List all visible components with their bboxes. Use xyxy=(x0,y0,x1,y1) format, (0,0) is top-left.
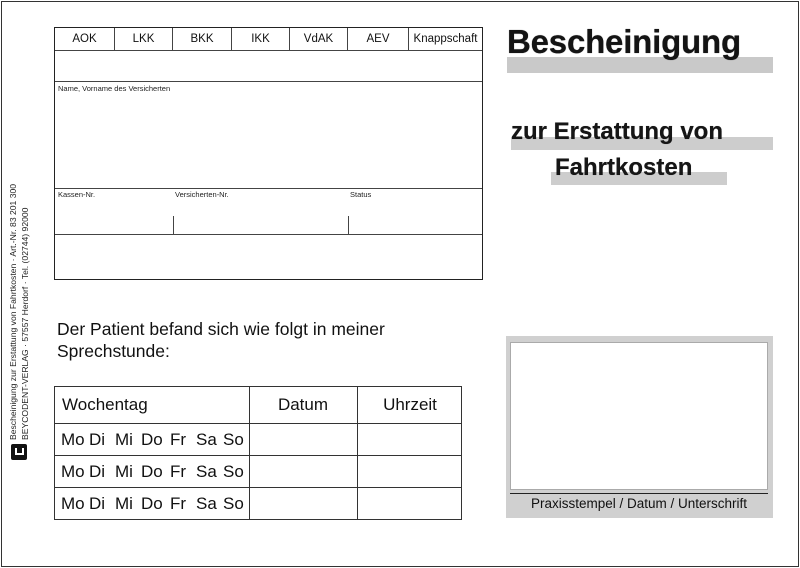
fund-aev[interactable]: AEV xyxy=(348,28,409,50)
day-sa[interactable]: Sa xyxy=(196,494,217,513)
visit-table xyxy=(54,386,462,520)
weekday-row-3 xyxy=(61,488,246,520)
day-di[interactable]: Di xyxy=(89,494,106,513)
day-fr[interactable]: Fr xyxy=(170,430,187,449)
day-do[interactable]: Do xyxy=(141,430,163,449)
day-mi[interactable]: Mi xyxy=(115,430,133,449)
patient-statement: Der Patient befand sich wie folgt in meiner Sprechstunde: xyxy=(57,319,385,361)
day-sa[interactable]: Sa xyxy=(196,430,217,449)
name-label: Name, Vorname des Versicherten xyxy=(58,84,171,93)
header-uhrzeit: Uhrzeit xyxy=(383,395,437,414)
day-mi[interactable]: Mi xyxy=(115,462,133,481)
day-fr[interactable]: Fr xyxy=(170,494,187,513)
field-separator xyxy=(173,216,174,234)
versicherten-nr-label: Versicherten-Nr. xyxy=(175,190,229,199)
day-do[interactable]: Do xyxy=(141,462,163,481)
subtitle-line-1: zur Erstattung von xyxy=(511,118,724,145)
kassen-nr-label: Kassen-Nr. xyxy=(58,190,96,199)
insurance-divider xyxy=(55,81,482,82)
publisher-line-1: Bescheinigung zur Erstattung von Fahrtkosten · Art.-Nr. 83 201 300 xyxy=(8,183,18,440)
weekday-row-2 xyxy=(61,456,246,488)
day-mo[interactable]: Mo xyxy=(61,462,85,481)
subtitle-line-2: Fahrtkosten xyxy=(555,154,693,181)
day-fr[interactable]: Fr xyxy=(170,462,187,481)
publisher-strip xyxy=(6,160,32,460)
weekday-row-1 xyxy=(61,424,246,456)
fund-ikk[interactable]: IKK xyxy=(232,28,290,50)
fund-aok[interactable]: AOK xyxy=(55,28,115,50)
day-di[interactable]: Di xyxy=(89,462,106,481)
fund-vdak[interactable]: VdAK xyxy=(290,28,348,50)
publisher-logo-icon xyxy=(11,444,27,460)
day-so[interactable]: So xyxy=(223,462,244,481)
field-separator xyxy=(348,216,349,234)
day-so[interactable]: So xyxy=(223,494,244,513)
page-title: Bescheinigung xyxy=(507,23,741,60)
insurance-divider xyxy=(55,234,482,235)
insurance-fund-row xyxy=(55,28,482,51)
day-do[interactable]: Do xyxy=(141,494,163,513)
insurance-box xyxy=(54,27,483,280)
day-sa[interactable]: Sa xyxy=(196,462,217,481)
publisher-line-2: BEYCODENT-VERLAG · 57557 Herdorf · Tel. (02744) 92000 xyxy=(20,207,30,440)
fund-bkk[interactable]: BKK xyxy=(173,28,232,50)
fund-knappschaft[interactable]: Knappschaft xyxy=(413,33,478,45)
day-di[interactable]: Di xyxy=(89,430,106,449)
fund-lkk[interactable]: LKK xyxy=(115,28,173,50)
day-so[interactable]: So xyxy=(223,430,244,449)
status-label: Status xyxy=(350,190,372,199)
day-mo[interactable]: Mo xyxy=(61,494,85,513)
stamp-area[interactable] xyxy=(510,342,768,490)
stamp-label: Praxisstempel / Datum / Unterschrift xyxy=(530,496,748,511)
header-wochentag: Wochentag xyxy=(62,395,148,414)
insurance-divider xyxy=(55,188,482,189)
day-mi[interactable]: Mi xyxy=(115,494,133,513)
header-datum: Datum xyxy=(277,395,329,414)
day-mo[interactable]: Mo xyxy=(61,430,85,449)
